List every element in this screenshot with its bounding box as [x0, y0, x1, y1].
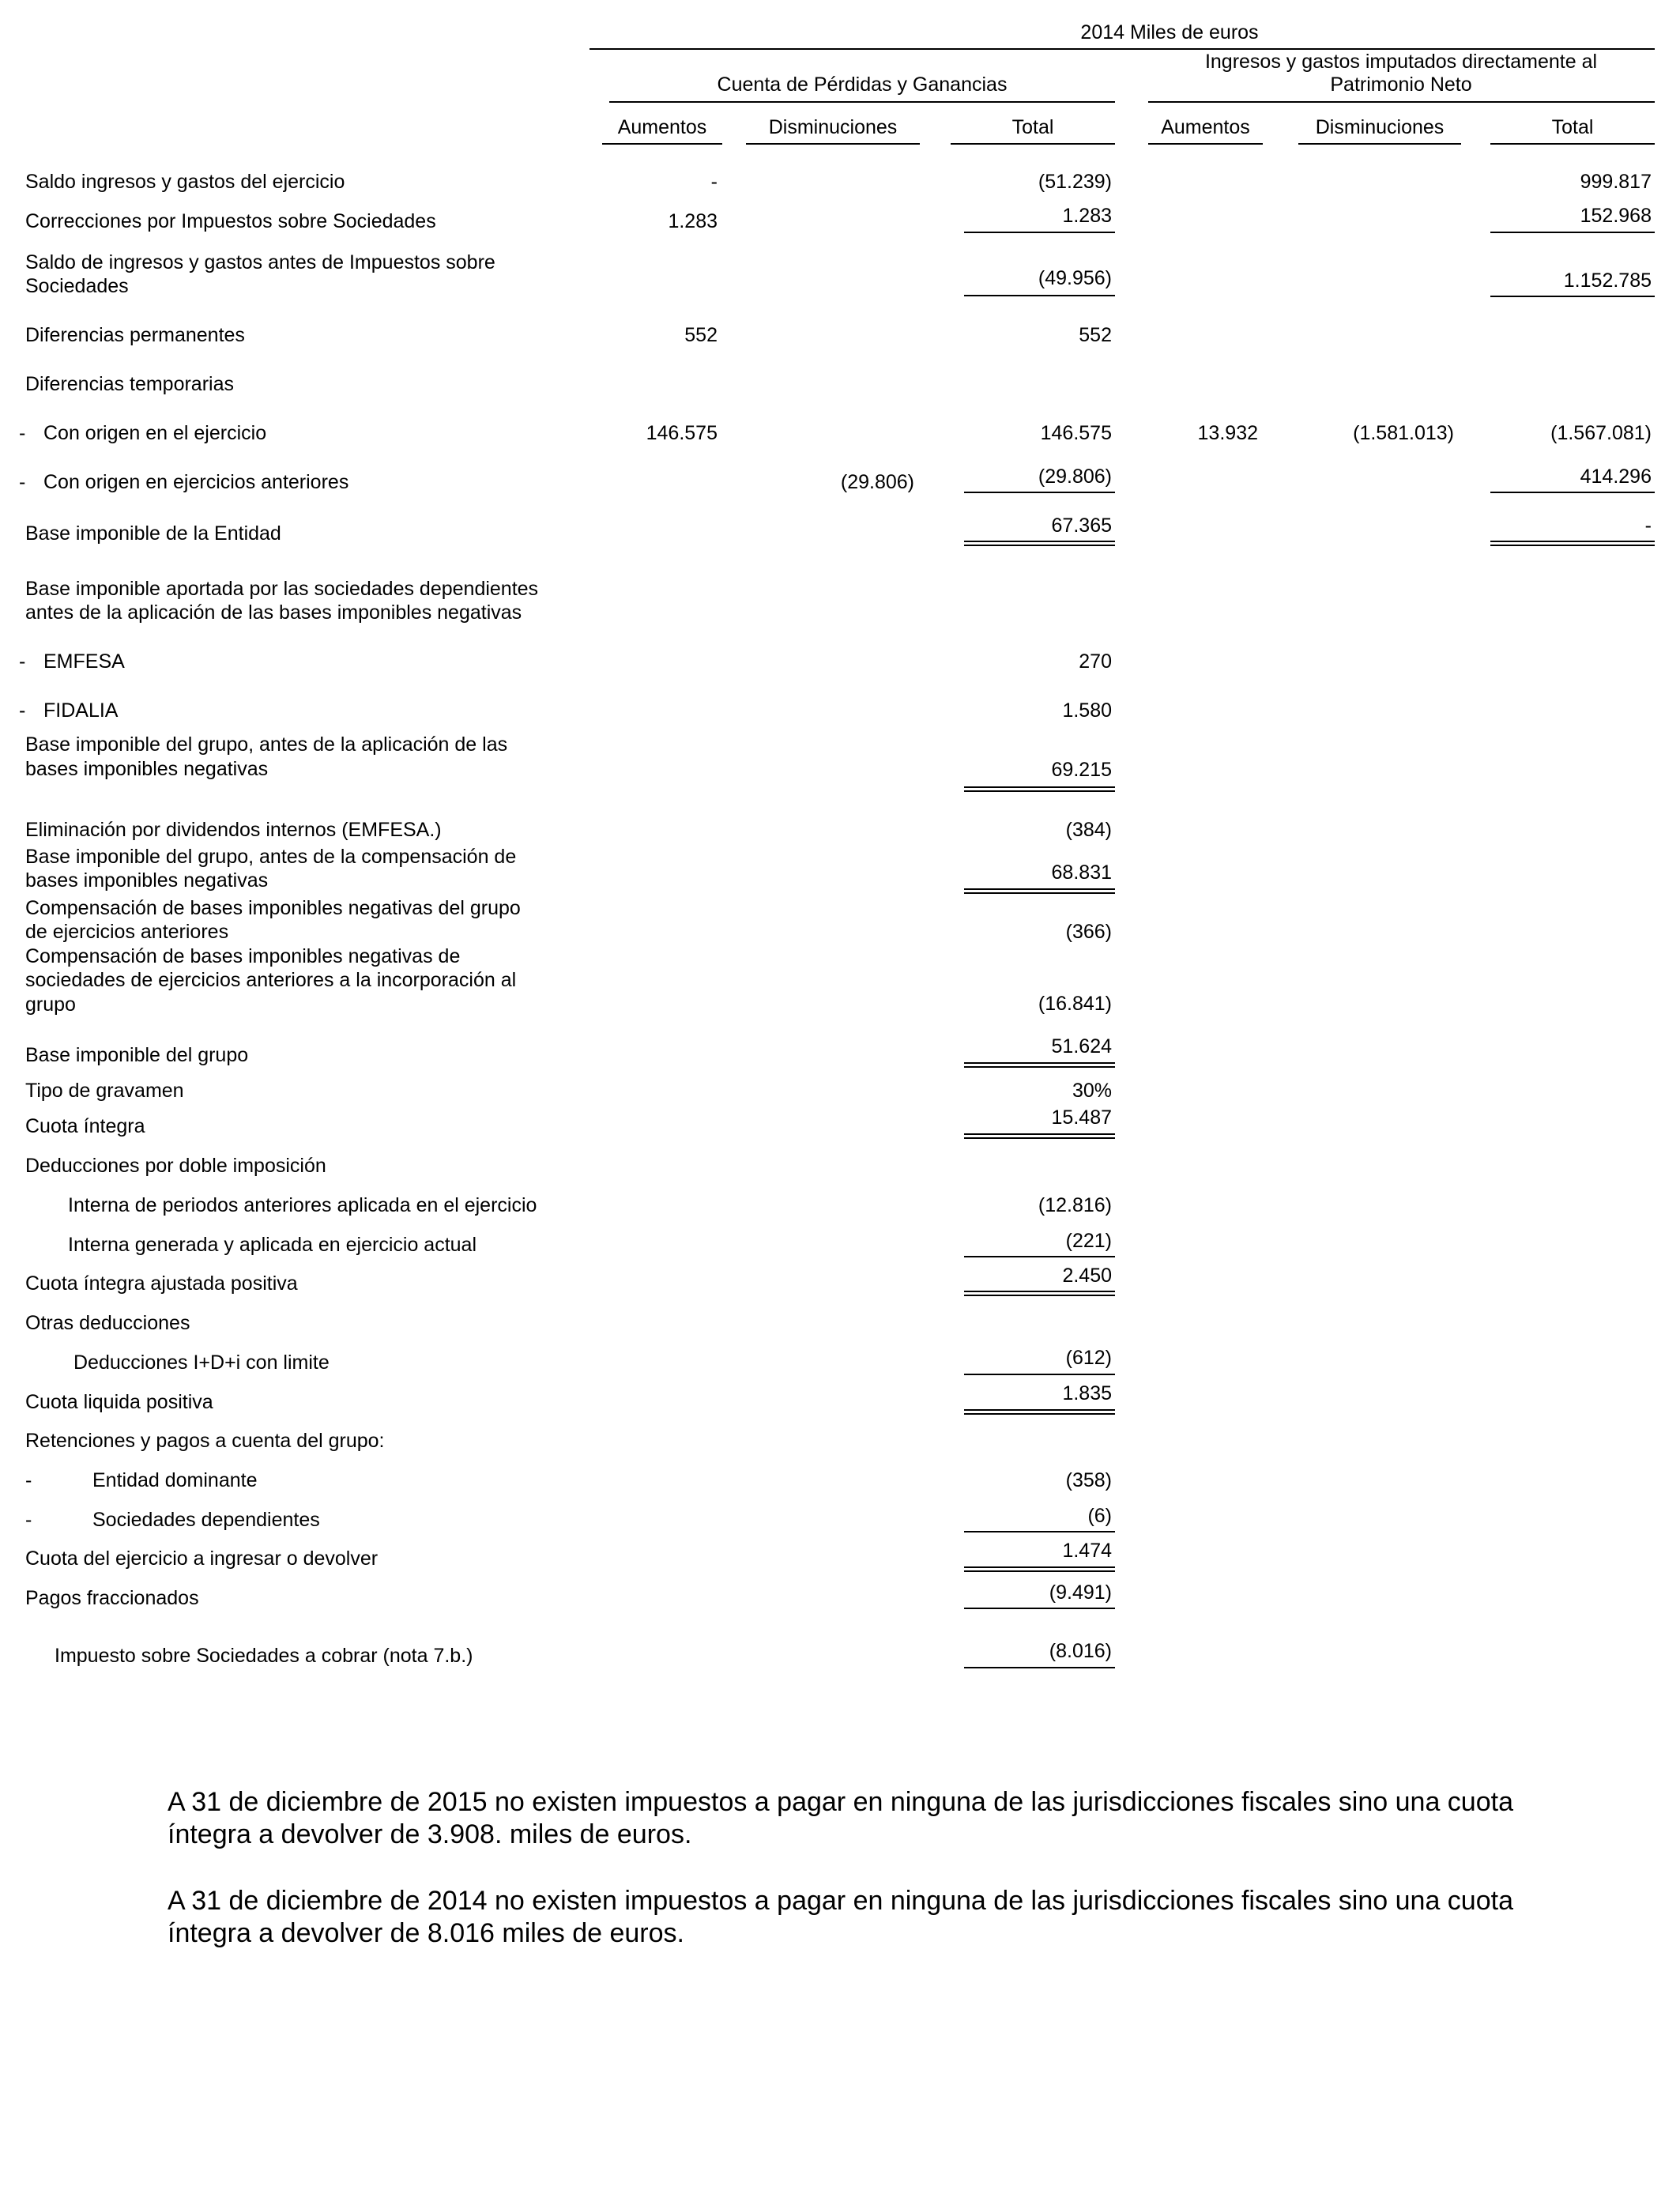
col-rule	[746, 143, 920, 145]
cell-pyg-total: 1.580	[1062, 699, 1112, 722]
col-header-pn-aumentos: Aumentos	[1161, 116, 1250, 138]
cell-pyg-total: 2.450	[1062, 1265, 1112, 1287]
row-label: Interna de periodos anteriores aplicada en el ejercicio	[68, 1194, 537, 1216]
cell-pyg-total: (6)	[1087, 1505, 1112, 1527]
subtotal-rule	[1490, 232, 1655, 233]
row-dash: -	[19, 422, 26, 444]
row-dash: -	[25, 1509, 32, 1531]
total-double-rule	[964, 888, 1115, 894]
cell-pyg-total: 15.487	[1051, 1106, 1112, 1129]
subtotal-rule	[964, 1531, 1115, 1532]
cell-pyg-total: (358)	[1065, 1469, 1112, 1491]
subtotal-rule	[964, 1256, 1115, 1257]
col-header-pn-disminuciones: Disminuciones	[1315, 116, 1445, 138]
row-label: Sociedades dependientes	[92, 1509, 320, 1531]
row-label: Eliminación por dividendos internos (EMFESA.)	[25, 819, 442, 841]
subtotal-rule	[964, 232, 1115, 233]
cell-pyg-total: (366)	[1065, 921, 1112, 943]
group-header-pn-line2: Patrimonio Neto	[1330, 74, 1472, 96]
cell-pn-total: 999.817	[1580, 171, 1652, 193]
row-label: sociedades de ejercicios anteriores a la incorporación al	[25, 969, 517, 991]
row-label: Base imponible aportada por las sociedades dependientes	[25, 578, 539, 600]
row-label: Con origen en ejercicios anteriores	[43, 471, 349, 493]
cell-pyg-total: (29.806)	[1038, 466, 1112, 488]
cell-pyg-total: 1.283	[1062, 205, 1112, 227]
cell-pyg-total: (9.491)	[1049, 1581, 1112, 1604]
total-double-rule	[964, 541, 1115, 546]
cell-pn-total: 1.152.785	[1563, 270, 1652, 292]
row-label: FIDALIA	[43, 699, 119, 722]
subtotal-rule	[964, 492, 1115, 493]
row-label: Impuesto sobre Sociedades a cobrar (nota 7.b.)	[55, 1645, 473, 1667]
total-double-rule	[964, 1062, 1115, 1068]
row-label: Otras deducciones	[25, 1312, 190, 1334]
col-header-pyg-disminuciones: Disminuciones	[768, 116, 898, 138]
row-label: antes de la aplicación de las bases imponibles negativas	[25, 601, 522, 624]
cell-pyg-total: 69.215	[1051, 759, 1112, 781]
note-paragraph-2015: A 31 de diciembre de 2015 no existen impuestos a pagar en ninguna de las jurisdicciones fiscales sino una cuota íntegra a devolver de 3.908. miles de euros.	[168, 1787, 1513, 1849]
subtotal-rule	[964, 295, 1115, 296]
cell-pn-aumentos: 13.932	[1197, 422, 1258, 444]
cell-pyg-total: (49.956)	[1038, 267, 1112, 289]
cell-pyg-disminuciones: (29.806)	[840, 471, 914, 493]
row-label: bases imponibles negativas	[25, 758, 269, 780]
row-label: Base imponible del grupo, antes de la aplicación de las	[25, 733, 508, 756]
row-label: EMFESA	[43, 650, 125, 673]
cell-pyg-aumentos: -	[710, 171, 718, 193]
row-label: bases imponibles negativas	[25, 869, 269, 892]
col-rule	[951, 143, 1115, 145]
row-label: Compensación de bases imponibles negativas de	[25, 945, 461, 967]
cell-pyg-total: 270	[1079, 650, 1112, 673]
cell-pn-total: (1.567.081)	[1550, 422, 1652, 444]
cell-pyg-total: (612)	[1065, 1347, 1112, 1369]
total-double-rule	[964, 1409, 1115, 1415]
row-label: Diferencias permanentes	[25, 324, 245, 346]
cell-pyg-total: (16.841)	[1038, 993, 1112, 1015]
cell-pn-disminuciones: (1.581.013)	[1353, 422, 1454, 444]
cell-pyg-total: (384)	[1065, 819, 1112, 841]
subtotal-rule	[1490, 296, 1655, 297]
total-double-rule	[964, 786, 1115, 792]
cell-pn-total: 414.296	[1580, 466, 1652, 488]
cell-pyg-aumentos: 146.575	[646, 422, 718, 444]
cell-pyg-aumentos: 552	[684, 324, 718, 346]
col-header-pyg-aumentos: Aumentos	[617, 116, 707, 138]
cell-pyg-total: (51.239)	[1038, 171, 1112, 193]
row-label: Deducciones por doble imposición	[25, 1155, 326, 1177]
row-label: Tipo de gravamen	[25, 1080, 184, 1102]
row-dash: -	[25, 1469, 32, 1491]
row-label: Cuota del ejercicio a ingresar o devolver	[25, 1547, 379, 1570]
cell-pn-total: 152.968	[1580, 205, 1652, 227]
cell-pyg-total: (8.016)	[1049, 1640, 1112, 1662]
row-label: Correcciones por Impuestos sobre Sociedades	[25, 210, 436, 232]
row-dash: -	[19, 699, 26, 722]
row-label: Deducciones I+D+i con limite	[73, 1351, 330, 1374]
col-rule	[1298, 143, 1461, 145]
row-label: de ejercicios anteriores	[25, 921, 229, 943]
row-label: Con origen en el ejercicio	[43, 422, 267, 444]
col-header-pyg-total: Total	[1011, 116, 1054, 138]
cell-pyg-total: 1.835	[1062, 1382, 1112, 1404]
note-paragraph-2014: A 31 de diciembre de 2014 no existen impuestos a pagar en ninguna de las jurisdicciones fiscales sino una cuota íntegra a devolver de 8.016 miles de euros.	[168, 1886, 1513, 1948]
total-double-rule	[1490, 541, 1655, 546]
cell-pyg-total: 67.365	[1051, 515, 1112, 537]
row-dash: -	[19, 650, 26, 673]
col-rule	[602, 143, 722, 145]
row-label: Cuota liquida positiva	[25, 1391, 213, 1413]
cell-pyg-total: 68.831	[1051, 861, 1112, 884]
group-rule-pyg	[609, 101, 1115, 103]
row-label: Sociedades	[25, 275, 129, 297]
row-dash: -	[19, 471, 26, 493]
row-label: Pagos fraccionados	[25, 1587, 199, 1609]
row-label: Compensación de bases imponibles negativas del grupo	[25, 897, 521, 919]
row-label: Diferencias temporarias	[25, 373, 234, 395]
total-double-rule	[964, 1566, 1115, 1572]
cell-pyg-total: 51.624	[1051, 1035, 1112, 1057]
cell-pyg-total: 146.575	[1040, 422, 1112, 444]
col-rule	[1148, 143, 1263, 145]
subtotal-rule	[964, 1608, 1115, 1609]
row-label: Base imponible de la Entidad	[25, 522, 281, 545]
row-label: Base imponible del grupo	[25, 1044, 249, 1066]
row-label: Base imponible del grupo, antes de la compensación de	[25, 846, 517, 868]
cell-pyg-total: 1.474	[1062, 1540, 1112, 1562]
row-label: Cuota íntegra ajustada positiva	[25, 1272, 298, 1295]
cell-pyg-total: (12.816)	[1038, 1194, 1112, 1216]
group-rule-pn	[1148, 101, 1655, 103]
cell-pyg-total: (221)	[1065, 1230, 1112, 1252]
row-label: Cuota íntegra	[25, 1115, 145, 1137]
group-header-pn-line1: Ingresos y gastos imputados directamente al	[1204, 51, 1598, 73]
subtotal-rule	[1490, 492, 1655, 493]
total-double-rule	[964, 1291, 1115, 1296]
group-header-pyg: Cuenta de Pérdidas y Ganancias	[717, 74, 1008, 96]
row-label: Entidad dominante	[92, 1469, 258, 1491]
row-label: Interna generada y aplicada en ejercicio actual	[68, 1234, 477, 1256]
row-label: Saldo ingresos y gastos del ejercicio	[25, 171, 345, 193]
col-rule	[1490, 143, 1655, 145]
year-caption: 2014 Miles de euros	[1080, 21, 1259, 43]
cell-pn-total: -	[1644, 515, 1652, 537]
total-double-rule	[964, 1133, 1115, 1139]
row-label: Retenciones y pagos a cuenta del grupo:	[25, 1430, 385, 1452]
cell-pyg-aumentos: 1.283	[668, 210, 718, 232]
subtotal-rule	[964, 1667, 1115, 1668]
subtotal-rule	[964, 1374, 1115, 1375]
cell-pyg-total: 30%	[1072, 1080, 1112, 1102]
row-label: grupo	[25, 993, 76, 1016]
col-header-pn-total: Total	[1551, 116, 1594, 138]
row-label: Saldo de ingresos y gastos antes de Impuestos sobre	[25, 251, 495, 273]
cell-pyg-total: 552	[1079, 324, 1112, 346]
